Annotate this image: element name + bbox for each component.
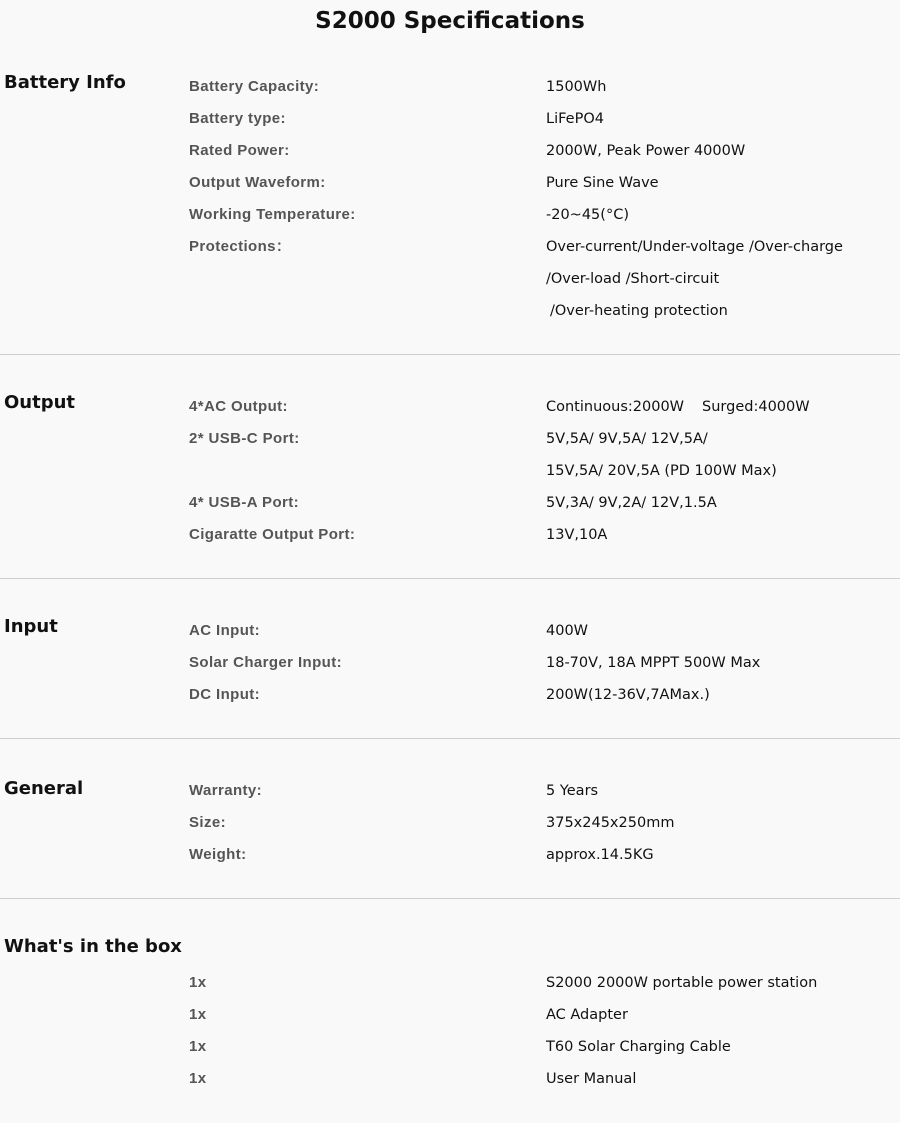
spec-value: 18-70V, 18A MPPT 500W Max [546, 655, 761, 671]
spec-row-box-item [0, 1036, 900, 1068]
spec-value: Pure Sine Wave [546, 175, 659, 191]
spec-label: Battery Capacity: [189, 78, 320, 95]
spec-row-usb-a-port [0, 492, 900, 524]
spec-row-box-item [0, 972, 900, 1004]
section-divider [0, 738, 900, 739]
spec-label: Working Temperature: [189, 206, 356, 223]
spec-value: 5V,5A/ 9V,5A/ 12V,5A/ 15V,5A/ 20V,5A (PD 100W Max) [546, 431, 777, 479]
section-title-output: Output [4, 392, 76, 413]
spec-row-box-item [0, 1068, 900, 1100]
spec-value: 1500Wh [546, 79, 607, 95]
spec-value: -20~45(°C) [546, 207, 629, 223]
spec-row-battery-type [0, 108, 900, 140]
spec-row-protections [0, 236, 900, 332]
spec-row-rated-power [0, 140, 900, 172]
spec-label: Solar Charger Input: [189, 654, 343, 671]
section-divider [0, 898, 900, 899]
spec-value: T60 Solar Charging Cable [546, 1039, 731, 1055]
spec-value: approx.14.5KG [546, 847, 654, 863]
spec-row-output-waveform [0, 172, 900, 204]
spec-row-battery-capacity [0, 76, 900, 108]
spec-label: Rated Power: [189, 142, 290, 159]
spec-value: 200W(12-36V,7AMax.) [546, 687, 710, 703]
spec-row-warranty [0, 780, 900, 812]
section-divider [0, 578, 900, 579]
spec-value: User Manual [546, 1071, 637, 1087]
spec-value: AC Adapter [546, 1007, 628, 1023]
spec-label: Battery type: [189, 110, 286, 127]
spec-label: AC Input: [189, 622, 261, 639]
spec-value: 400W [546, 623, 589, 639]
spec-row-usb-c-port [0, 428, 900, 492]
spec-value: S2000 2000W portable power station [546, 975, 818, 991]
spec-row-dc-input [0, 684, 900, 716]
spec-label: 1x [189, 1006, 207, 1023]
spec-row-working-temperature [0, 204, 900, 236]
spec-label: Cigaratte Output Port: [189, 526, 356, 543]
spec-label: DC Input: [189, 686, 261, 703]
section-title-input: Input [4, 616, 58, 637]
spec-row-ac-output [0, 396, 900, 428]
page-title: S2000 Specifications [315, 8, 585, 34]
spec-label: 4*AC Output: [189, 398, 288, 415]
section-title-whats-in-the-box: What's in the box [4, 936, 182, 957]
spec-row-solar-charger-input [0, 652, 900, 684]
spec-value: 5V,3A/ 9V,2A/ 12V,1.5A [546, 495, 717, 511]
spec-label: 1x [189, 974, 207, 991]
spec-value: 13V,10A [546, 527, 608, 543]
spec-label: 4* USB-A Port: [189, 494, 300, 511]
spec-value: Over-current/Under-voltage /Over-charge /Over-load /Short-circuit /Over-heating protection [546, 239, 843, 319]
spec-value: 375x245x250mm [546, 815, 675, 831]
spec-value: LiFePO4 [546, 111, 604, 127]
spec-label: 1x [189, 1038, 207, 1055]
spec-label: Weight: [189, 846, 247, 863]
spec-label: Size: [189, 814, 227, 831]
spec-value: 2000W, Peak Power 4000W [546, 143, 746, 159]
section-divider [0, 354, 900, 355]
spec-value: Continuous:2000W Surged:4000W [546, 399, 810, 415]
spec-label: Protections： [189, 238, 292, 255]
spec-row-box-item [0, 1004, 900, 1036]
section-title-battery-info: Battery Info [4, 72, 126, 93]
spec-label: Output Waveform: [189, 174, 326, 191]
spec-row-cigarette-output-port [0, 524, 900, 556]
spec-row-weight [0, 844, 900, 876]
spec-value: 5 Years [546, 783, 599, 799]
spec-row-ac-input [0, 620, 900, 652]
spec-label: 2* USB-C Port: [189, 430, 300, 447]
spec-label: 1x [189, 1070, 207, 1087]
spec-row-size [0, 812, 900, 844]
spec-label: Warranty: [189, 782, 263, 799]
section-title-general: General [4, 778, 84, 799]
